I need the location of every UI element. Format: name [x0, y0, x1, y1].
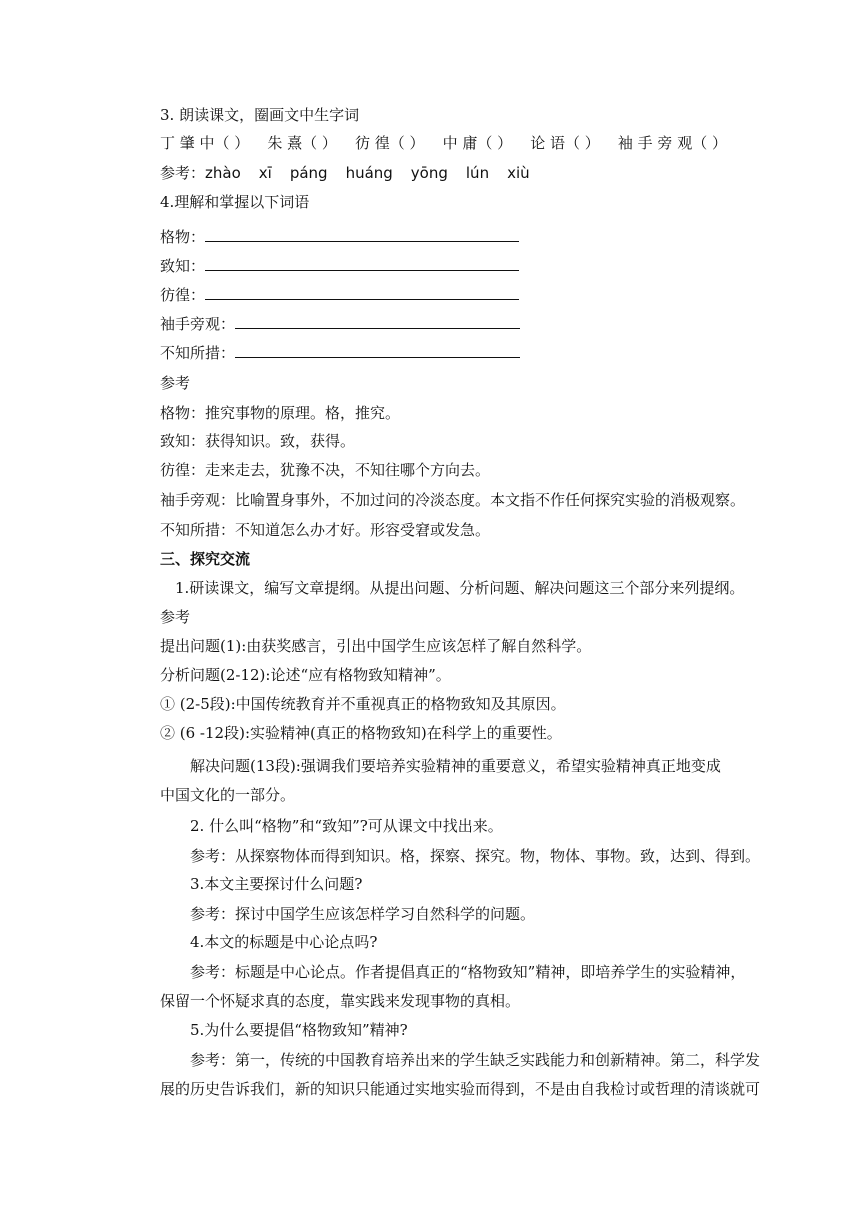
outline-item: 分析问题(2-12):论述“应有格物致知精神”。 [160, 666, 451, 684]
task-3-heading: 3. 朗读课文，圈画文中生字词 [160, 106, 360, 124]
definition-item: 致知：获得知识。致，获得。 [160, 432, 356, 450]
pinyin-item: huáng [345, 164, 393, 182]
vocab-word: 论 语（ ） [530, 134, 600, 152]
term-label: 格物： [160, 228, 206, 246]
pinyin-reference [160, 163, 548, 183]
pinyin-item: xī [258, 164, 272, 182]
question-3-reference: 参考：探讨中国学生应该怎样学习自然科学的问题。 [190, 905, 536, 923]
vocab-word: 朱 熹（ ） [267, 134, 337, 152]
vocab-word: 彷 徨（ ） [355, 134, 425, 152]
question-3: 3.本文主要探讨什么问题? [190, 875, 363, 893]
answer-blank[interactable] [235, 314, 520, 329]
question-5-reference-line: 展的历史告诉我们，新的知识只能通过实地实验而得到，不是由自我检讨或哲理的清谈就可 [160, 1080, 761, 1098]
reference-heading: 参考 [160, 374, 191, 392]
outline-item: ② (6 -12段):实验精神(真正的格物致知)在科学上的重要性。 [160, 724, 562, 742]
pinyin-item: xiù [507, 164, 530, 182]
solve-paragraph-line: 中国文化的一部分。 [160, 786, 296, 804]
pinyin-item: páng [289, 164, 328, 182]
question-5: 5.为什么要提倡“格物致知”精神? [190, 1021, 408, 1039]
pinyin-list [205, 164, 548, 182]
term-blank-row [160, 343, 520, 363]
question-5-reference-line: 参考：第一，传统的中国教育培养出来的学生缺乏实践能力和创新精神。第二，科学发 [190, 1051, 761, 1069]
task-4-heading: 4.理解和掌握以下词语 [160, 193, 310, 211]
definition-item: 袖手旁观：比喻置身事外，不加过问的冷淡态度。本文指不作任何探究实验的消极观察。 [160, 491, 746, 509]
answer-blank[interactable] [205, 285, 519, 300]
pinyin-item: lún [465, 164, 490, 182]
question-1: 1.研读课文，编写文章提纲。从提出问题、分析问题、解决问题这三个部分来列提纲。 [175, 579, 745, 597]
reference-label: 参考： [160, 164, 206, 182]
answer-blank[interactable] [205, 256, 519, 271]
question-2-reference: 参考：从探察物体而得到知识。格，探察、探究。物，物体、事物。致，达到、得到。 [190, 847, 761, 865]
term-label: 彷徨： [160, 286, 206, 304]
question-4: 4.本文的标题是中心论点吗? [190, 933, 378, 951]
term-blank-row [160, 256, 519, 276]
term-blank-row [160, 227, 519, 247]
question-4-reference-line: 参考：标题是中心论点。作者提倡真正的“格物致知”精神，即培养学生的实验精神， [190, 963, 746, 981]
outline-item: ① (2-5段):中国传统教育并不重视真正的格物致知及其原因。 [160, 695, 566, 713]
solve-paragraph-line: 解决问题(13段):强调我们要培养实验精神的重要意义，希望实验精神真正地变成 [190, 757, 721, 775]
term-label: 袖手旁观： [160, 315, 236, 333]
vocab-word: 袖 手 旁 观（ ） [617, 134, 727, 152]
definition-item: 格物：推究事物的原理。格，推究。 [160, 404, 401, 422]
section-heading: 三、探究交流 [160, 550, 251, 568]
term-blank-row [160, 285, 519, 305]
outline-item: 提出问题(1):由获奖感言，引出中国学生应该怎样了解自然科学。 [160, 637, 592, 655]
vocab-word: 中 庸（ ） [442, 134, 513, 152]
question-1-reference: 参考 [160, 608, 191, 626]
pinyin-item: yōng [410, 164, 448, 182]
answer-blank[interactable] [205, 227, 519, 242]
term-blank-row [160, 314, 520, 334]
vocab-word: 丁 肇 中（ ） [160, 134, 250, 152]
term-label: 致知： [160, 257, 206, 275]
term-label: 不知所措： [160, 344, 236, 362]
answer-blank[interactable] [235, 343, 520, 358]
pinyin-item: zhào [205, 164, 241, 182]
definition-item: 不知所措：不知道怎么办才好。形容受窘或发急。 [160, 521, 491, 539]
definition-item: 彷徨：走来走去，犹豫不决，不知往哪个方向去。 [160, 461, 491, 479]
vocab-words-row [160, 133, 727, 153]
question-4-reference-line: 保留一个怀疑求真的态度，靠实践来发现事物的真相。 [160, 992, 521, 1010]
question-2: 2. 什么叫“格物”和“致知”?可从课文中找出来。 [190, 817, 503, 835]
